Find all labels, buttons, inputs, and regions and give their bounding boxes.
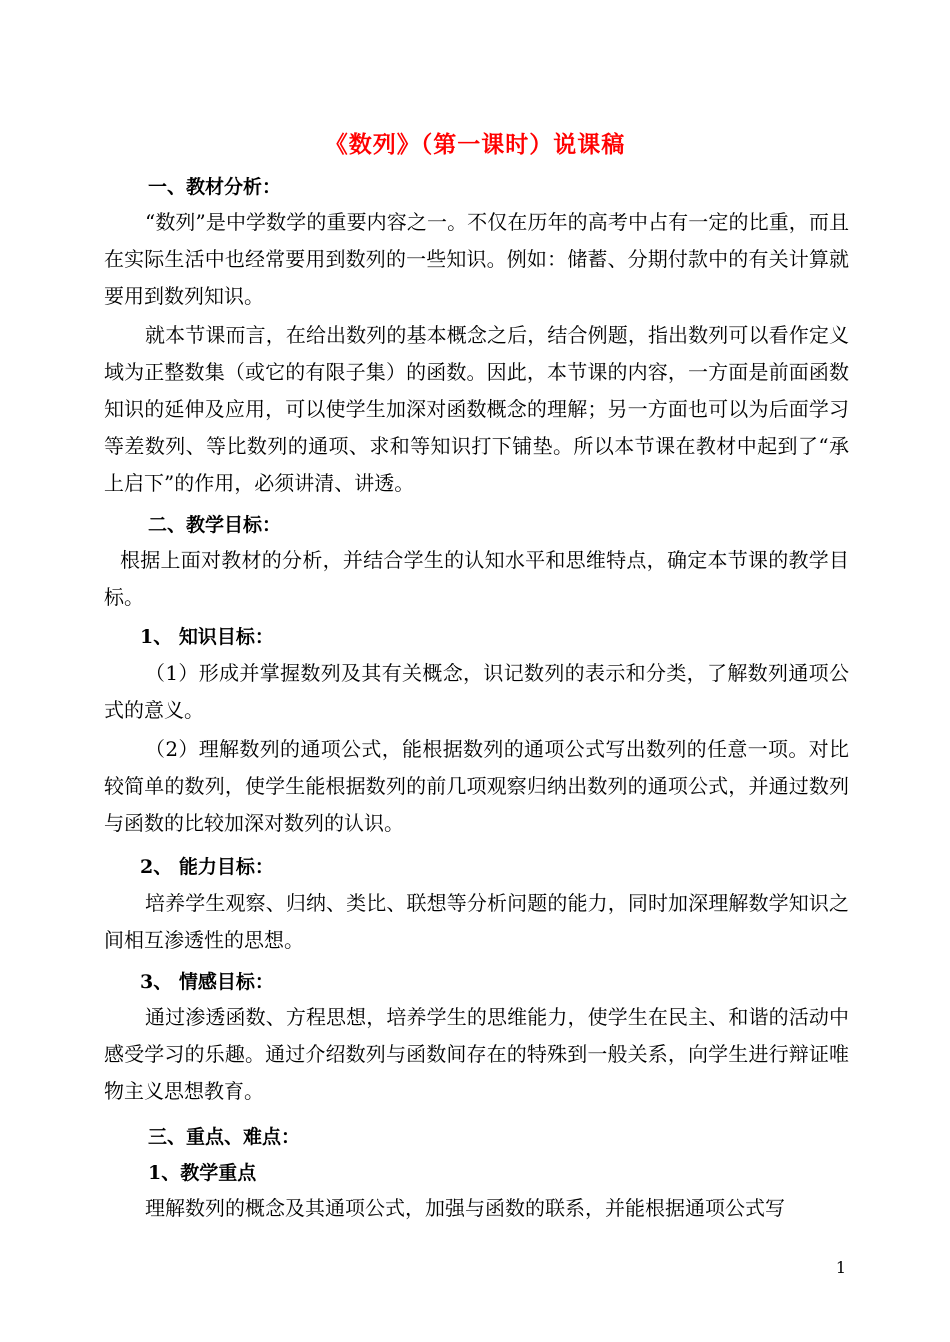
section-heading-key-difficult-points: 三、重点、难点： xyxy=(148,1126,301,1148)
subheading-teaching-focus: 1、教学重点 xyxy=(148,1162,257,1184)
subheading-ability-goals: 2、 能力目标： xyxy=(140,856,274,878)
document-title: 《数列》（第一课时）说课稿 xyxy=(324,131,626,158)
subheading-emotion-goals: 3、 情感目标： xyxy=(140,971,274,993)
paragraph-goals-intro: 根据上面对教材的分析，并结合学生的认知水平和思维特点，确定本节课的教学目标。 xyxy=(104,548,849,609)
paragraph-emotion: 通过渗透函数、方程思想，培养学生的思维能力，使学生在民主、和谐的活动中感受学习的乐趣。通过介绍数列与函数间存在的特殊到一般关系，向学生进行辩证唯物主义思想教育。 xyxy=(104,1005,849,1103)
paragraph-textbook-1: “数列”是中学数学的重要内容之一。不仅在历年的高考中占有一定的比重，而且在实际生活中也经常要用到数列的一些知识。例如：储蓄、分期付款中的有关计算就要用到数列知识。 xyxy=(104,210,849,308)
paragraph-textbook-2: 就本节课而言，在给出数列的基本概念之后，结合例题，指出数列可以看作定义域为正整数集（或它的有限子集）的函数。因此，本节课的内容，一方面是前面函数知识的延伸及应用，可以使学生加深对函数概念的理解；另一方面也可以为后面学习等差数列、等比数列的通项、求和等知识打下铺垫。所以本节课在教材中起到了“承上启下”的作用，必须讲清、讲透。 xyxy=(104,323,849,495)
section-heading-teaching-goals: 二、教学目标： xyxy=(148,514,282,536)
section-heading-textbook-analysis: 一、教材分析： xyxy=(148,176,282,198)
paragraph-teaching-focus: 理解数列的概念及其通项公式，加强与函数的联系，并能根据通项公式写 xyxy=(145,1196,785,1220)
page-number: 1 xyxy=(835,1258,846,1277)
paragraph-knowledge-2: （2）理解数列的通项公式，能根据数列的通项公式写出数列的任意一项。对比较简单的数列，使学生能根据数列的前几项观察归纳出数列的通项公式，并通过数列与函数的比较加深对数列的认识。 xyxy=(104,737,849,835)
paragraph-knowledge-1: （1）形成并掌握数列及其有关概念，识记数列的表示和分类，了解数列通项公式的意义。 xyxy=(104,661,849,722)
paragraph-ability: 培养学生观察、归纳、类比、联想等分析问题的能力，同时加深理解数学知识之间相互渗透性的思想。 xyxy=(104,891,849,952)
subheading-knowledge-goals: 1、 知识目标： xyxy=(140,626,274,648)
